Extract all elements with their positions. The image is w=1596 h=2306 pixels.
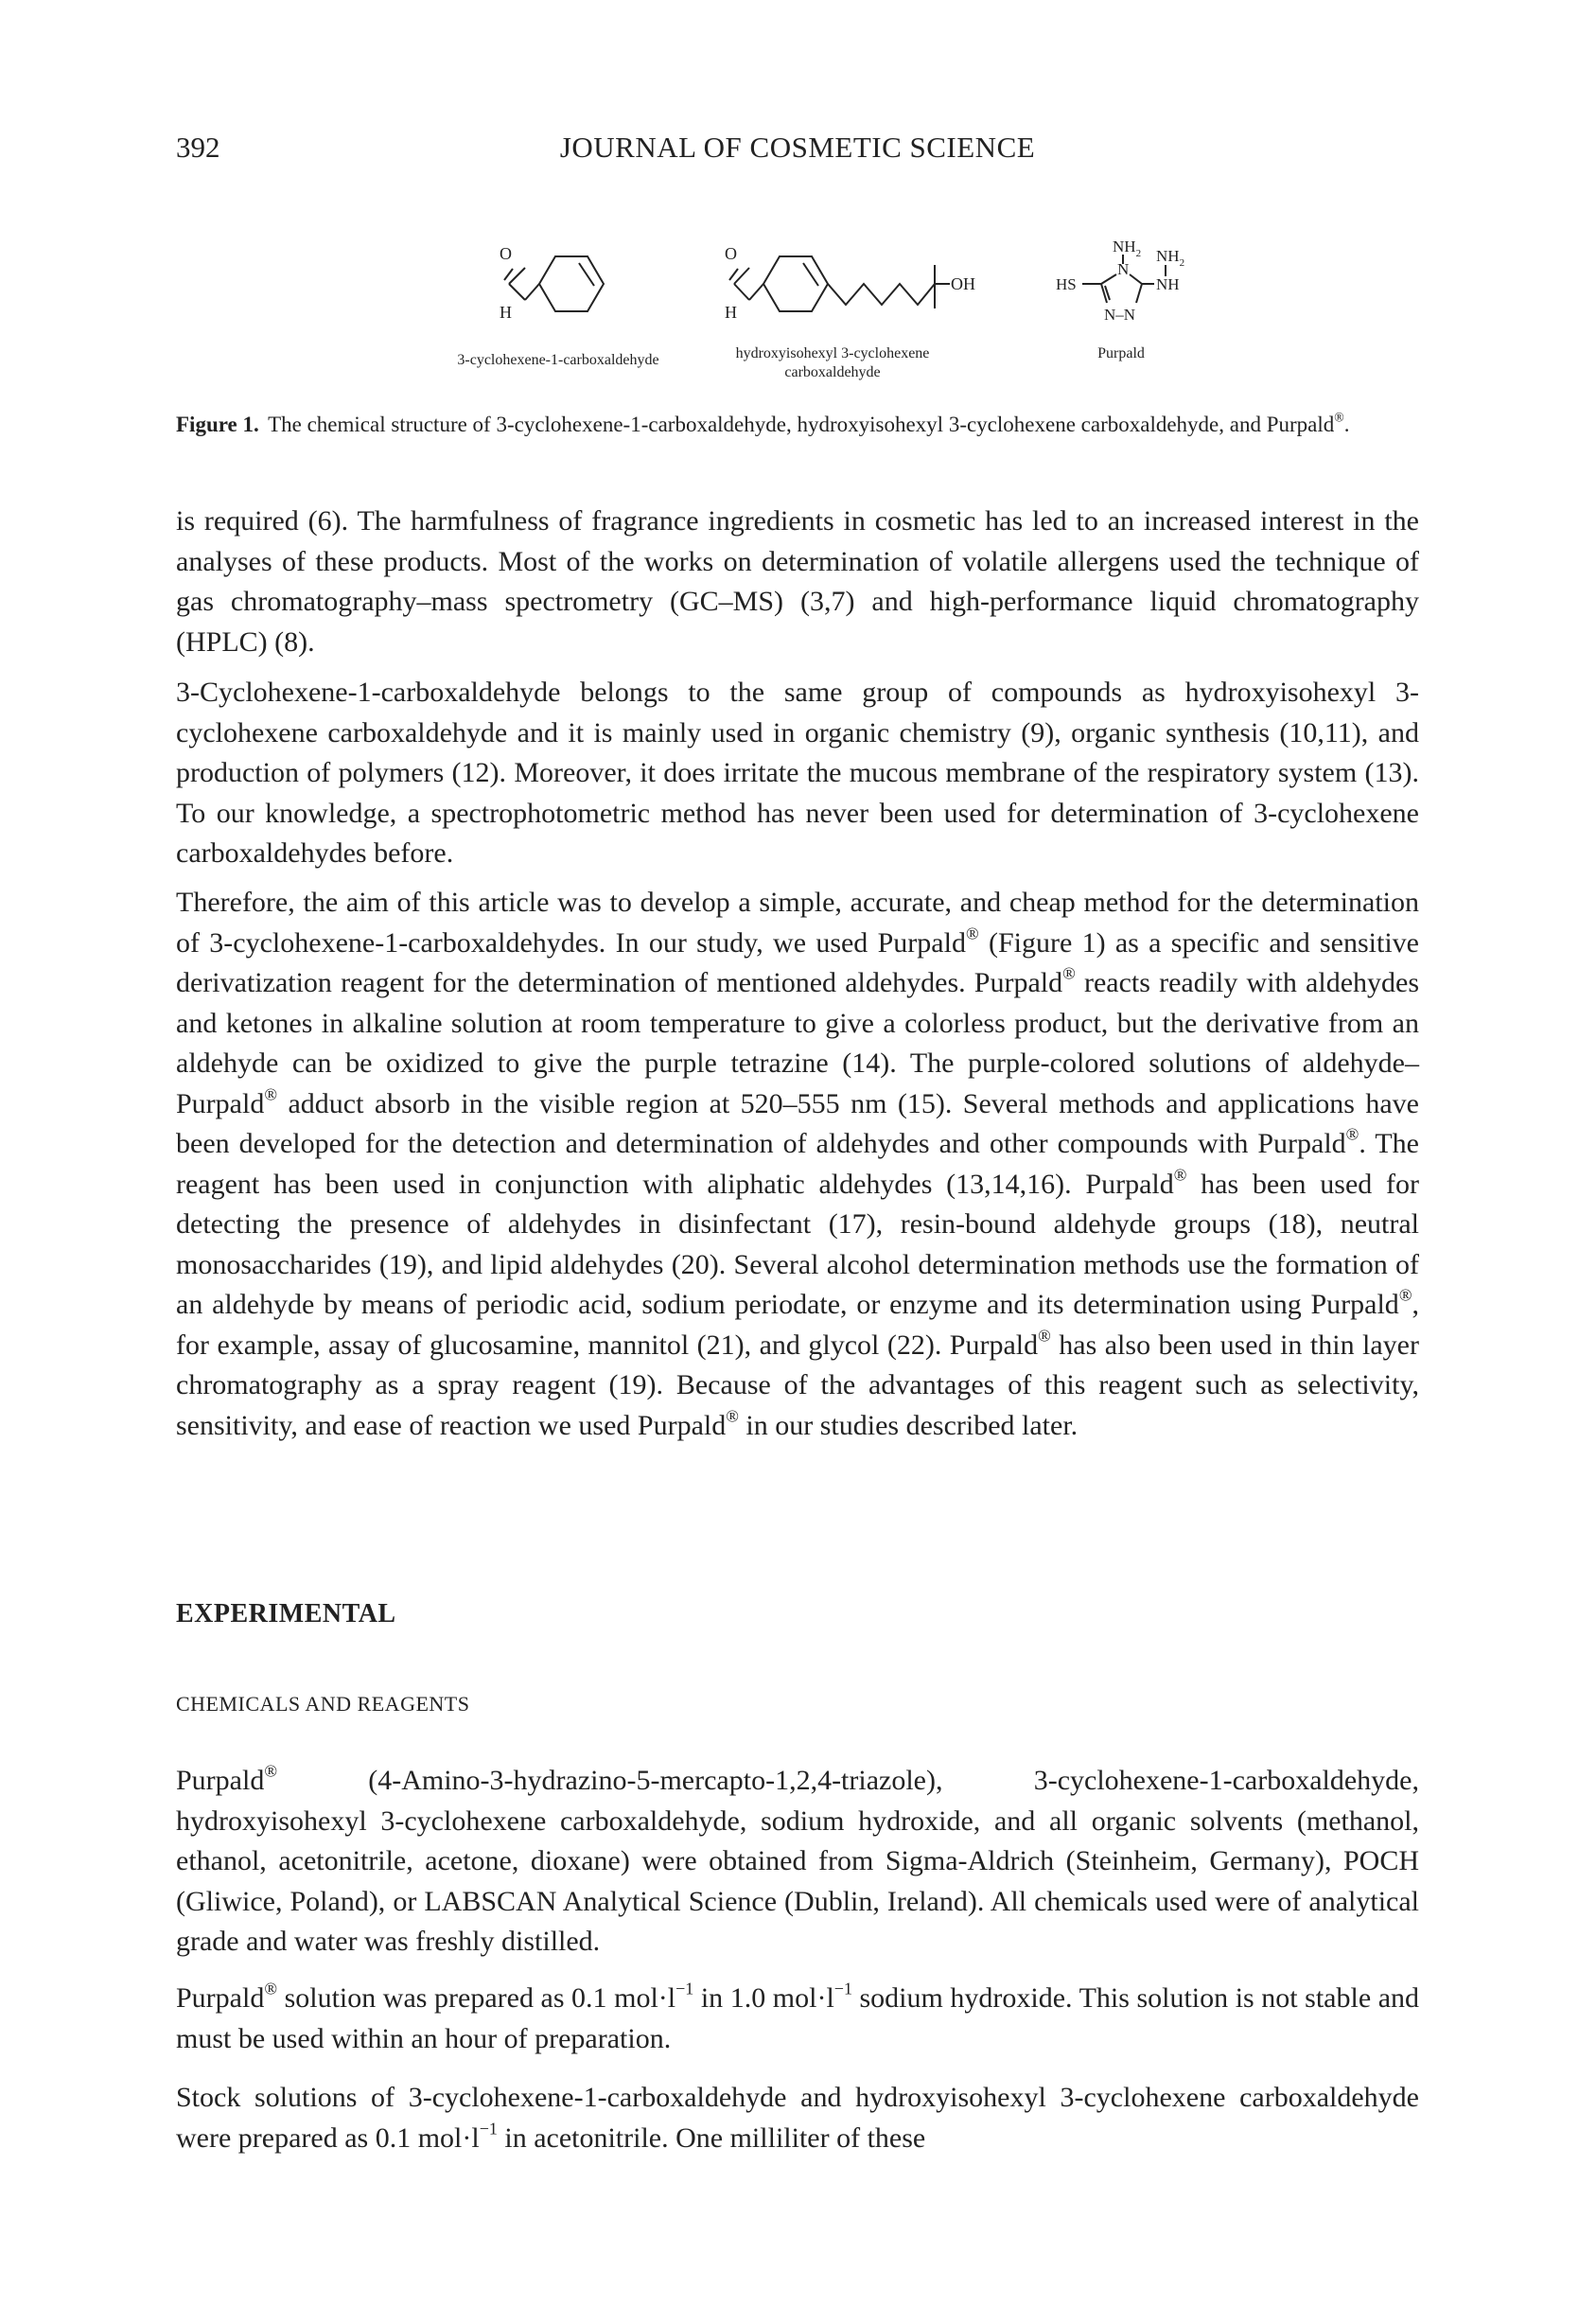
group-nh: NH <box>1156 275 1180 293</box>
page-header <box>176 131 1419 168</box>
group-oh: OH <box>951 274 975 293</box>
journal-title: JOURNAL OF COSMETIC SCIENCE <box>559 131 1036 164</box>
structure-label-line1: hydroxyisohexyl 3-cyclohexene <box>735 345 930 361</box>
chemical-structures <box>378 225 1230 396</box>
paragraph: 3-Cyclohexene-1-carboxaldehyde belongs to the same group of compounds as hydroxyisohexyl 3-cyclohexene carboxaldehyde and it is mainly used in organic chemistry (9), organic synthesis (10,11), and production of polymers (12). Moreover, it does irritate the mucous membrane of the respiratory system (13). To our knowledge, a spectrophotometric method has never been used for determination of 3-cyclohexene carboxaldehydes before. <box>176 677 1419 869</box>
figure-1 <box>378 225 1230 396</box>
structure-label: Purpald <box>1097 345 1145 361</box>
atom-o: O <box>725 244 737 263</box>
paragraph: Purpald® solution was prepared as 0.1 $mol\cdot l^{-1}$ in 1.0 $mol\cdot l^{-1}$ sodium hydroxide. This solution is not stable and must be used within an hour of preparation. <box>176 1979 1420 2054</box>
group-nh2-top: $NH_2$ <box>1113 238 1142 259</box>
atom-h: H <box>500 303 512 322</box>
figure-caption <box>176 410 1419 440</box>
group-hs: HS <box>1056 275 1077 293</box>
structure-hydroxyisohexyl-cyclohexene <box>729 256 950 311</box>
subsection-heading-chemicals: CHEMICALS AND REAGENTS <box>176 1692 470 1716</box>
atom-h: H <box>725 303 737 322</box>
atom-o: O <box>500 244 512 263</box>
ring-nn: N–N <box>1104 306 1136 324</box>
page-number: 392 <box>176 131 220 164</box>
caption-text: The chemical structure of 3-cyclohexene-1-carboxaldehyde, hydroxyisohexyl 3-cyclohexene carboxaldehyde, and Purpald®. <box>268 410 1350 436</box>
caption-label: Figure 1. <box>176 413 259 436</box>
paragraph: Purpald® (4-Amino-3-hydrazino-5-mercapto-1,2,4-triazole), 3-cyclohexene-1-carboxaldehyde, hydroxyisohexyl 3-cyclohexene carboxaldehyde, sodium hydroxide, and all organic solvents (methanol, ethanol, acetonitrile, acetone, dioxane) were obtained from Sigma-Aldrich (Steinheim, Germany), POCH (Gliwice, Poland), or LABSCAN Analytical Science (Dublin, Ireland). All chemicals used were of analytical grade and water was freshly distilled. <box>176 1761 1419 1957</box>
atom-n1: N <box>1117 260 1130 278</box>
paragraph: is required (6). The harmfulness of fragrance ingredients in cosmetic has led to an increased interest in the analyses of these products. Most of the works on determination of volatile allergens used the technique of gas chromatography–mass spectrometry (GC–MS) (3,7) and high-performance liquid chromatography (HPLC) (8). <box>176 505 1419 658</box>
structure-label: 3-cyclohexene-1-carboxaldehyde <box>457 352 659 368</box>
structure-label-line2: carboxaldehyde <box>784 364 881 380</box>
section-heading-experimental: EXPERIMENTAL <box>176 1599 396 1628</box>
structure-cyclohexene-carboxaldehyde <box>504 256 604 311</box>
group-nh2-right: $NH_2$ <box>1156 247 1185 269</box>
paragraph: Therefore, the aim of this article was to develop a simple, accurate, and cheap method for the determination of 3-cyclohexene-1-carboxaldehydes. In our study, we used Purpald® (Figure 1) as a specific and sensitive derivatization reagent for the determination of mentioned aldehydes. Purpald® reacts readily with aldehydes and ketones in alkaline solution at room temperature to give a colorless product, but the derivative from an aldehyde can be oxidized to give the purple tetrazine (14). The purple-colored solutions of aldehyde–Purpald® adduct absorb in the visible region at 520–555 nm (15). Several methods and applications have been developed for the detection and determination of aldehydes and other compounds with Purpald®. The reagent has been used in conjunction with aliphatic aldehydes (13,14,16). Purpald® has been used for detecting the presence of aldehydes in disinfectant (17), resin-bound aldehyde groups (18), neutral monosaccharides (19), and lipid aldehydes (20). Several alcohol determination methods use the formation of an aldehyde by means of periodic acid, sodium periodate, or enzyme and its determination using Purpald®, for example, assay of glucosamine, mannitol (21), and glycol (22). Purpald® has also been used in thin layer chromatography as a spray reagent (19). Because of the advantages of this reagent such as selectivity, sensitivity, and ease of reaction we used Purpald® in our studies described later. <box>176 887 1419 1441</box>
paragraph: Stock solutions of 3-cyclohexene-1-carboxaldehyde and hydroxyisohexyl 3-cyclohexene carboxaldehyde were prepared as 0.1 $mol\cdot l^{-1}$ in acetonitrile. One milliliter of these <box>176 2082 1419 2154</box>
